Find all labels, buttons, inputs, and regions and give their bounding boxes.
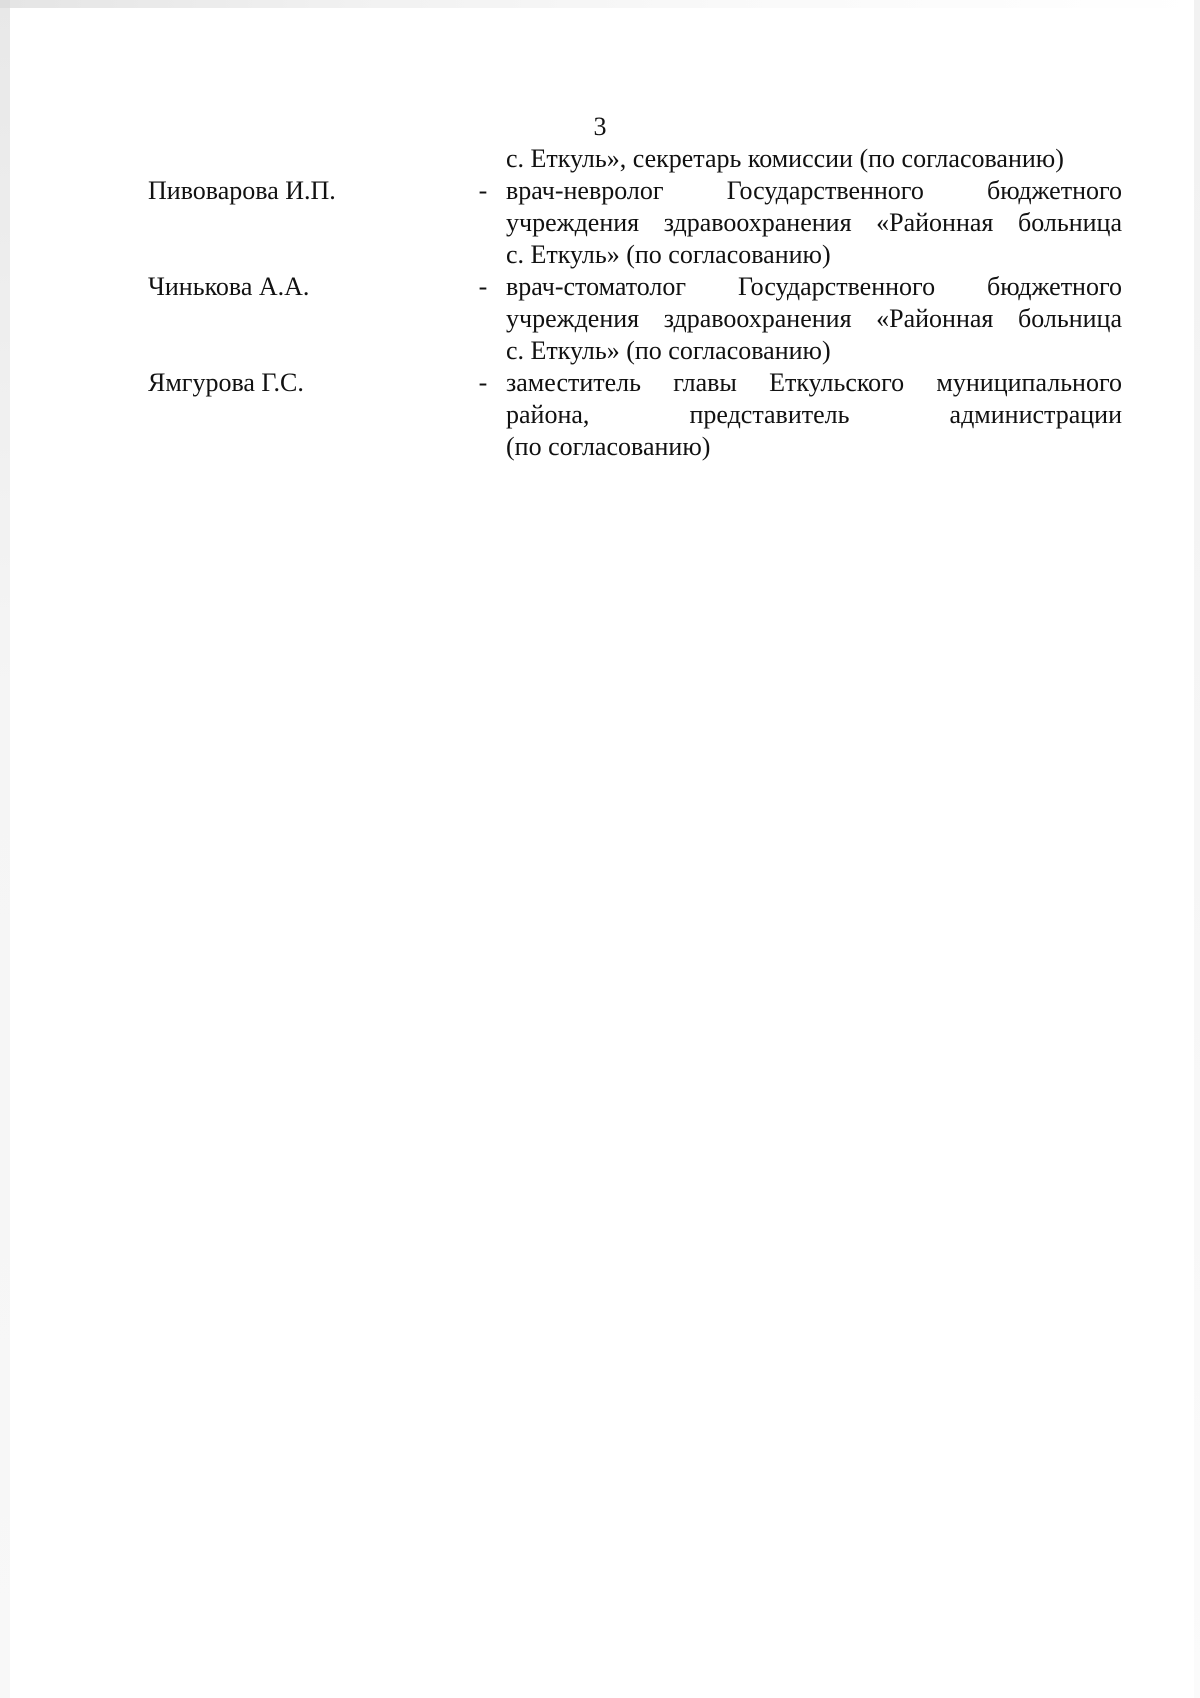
continuation-row [148, 143, 1118, 175]
member-description-line: учреждения здравоохранения «Районная больница [506, 208, 1122, 237]
member-row [148, 175, 1122, 271]
scan-edge-top [0, 0, 1200, 8]
member-description-line: врач-невролог Государственного бюджетного [506, 176, 1122, 205]
page-number: 3 [593, 112, 607, 141]
scan-edge-left [0, 0, 10, 1698]
member-description-line: врач-стоматолог Государственного бюджетного [506, 272, 1122, 301]
member-description [506, 175, 1122, 271]
continuation-text: с. Еткуль», секретарь комиссии (по согласованию) [506, 144, 1064, 173]
member-description-line: учреждения здравоохранения «Районная больница [506, 304, 1122, 333]
member-name: Чинькова А.А. [148, 272, 310, 301]
member-description [506, 271, 1122, 367]
member-description-line: (по согласованию) [506, 432, 711, 461]
member-dash: - [478, 272, 488, 301]
scan-edge-right [1194, 0, 1200, 1698]
member-name: Пивоварова И.П. [148, 176, 336, 205]
member-row [148, 367, 1122, 463]
member-name: Ямгурова Г.С. [148, 368, 304, 397]
member-dash: - [478, 368, 488, 397]
member-description-line: с. Еткуль» (по согласованию) [506, 336, 831, 365]
member-dash: - [478, 176, 488, 205]
member-description-line: заместитель главы Еткульского муниципального [506, 368, 1122, 397]
member-description-line: с. Еткуль» (по согласованию) [506, 240, 831, 269]
member-description [506, 367, 1122, 463]
commission-members-list [148, 143, 1122, 463]
member-row [148, 271, 1122, 367]
member-description-line: района, представитель администрации [506, 400, 1122, 429]
